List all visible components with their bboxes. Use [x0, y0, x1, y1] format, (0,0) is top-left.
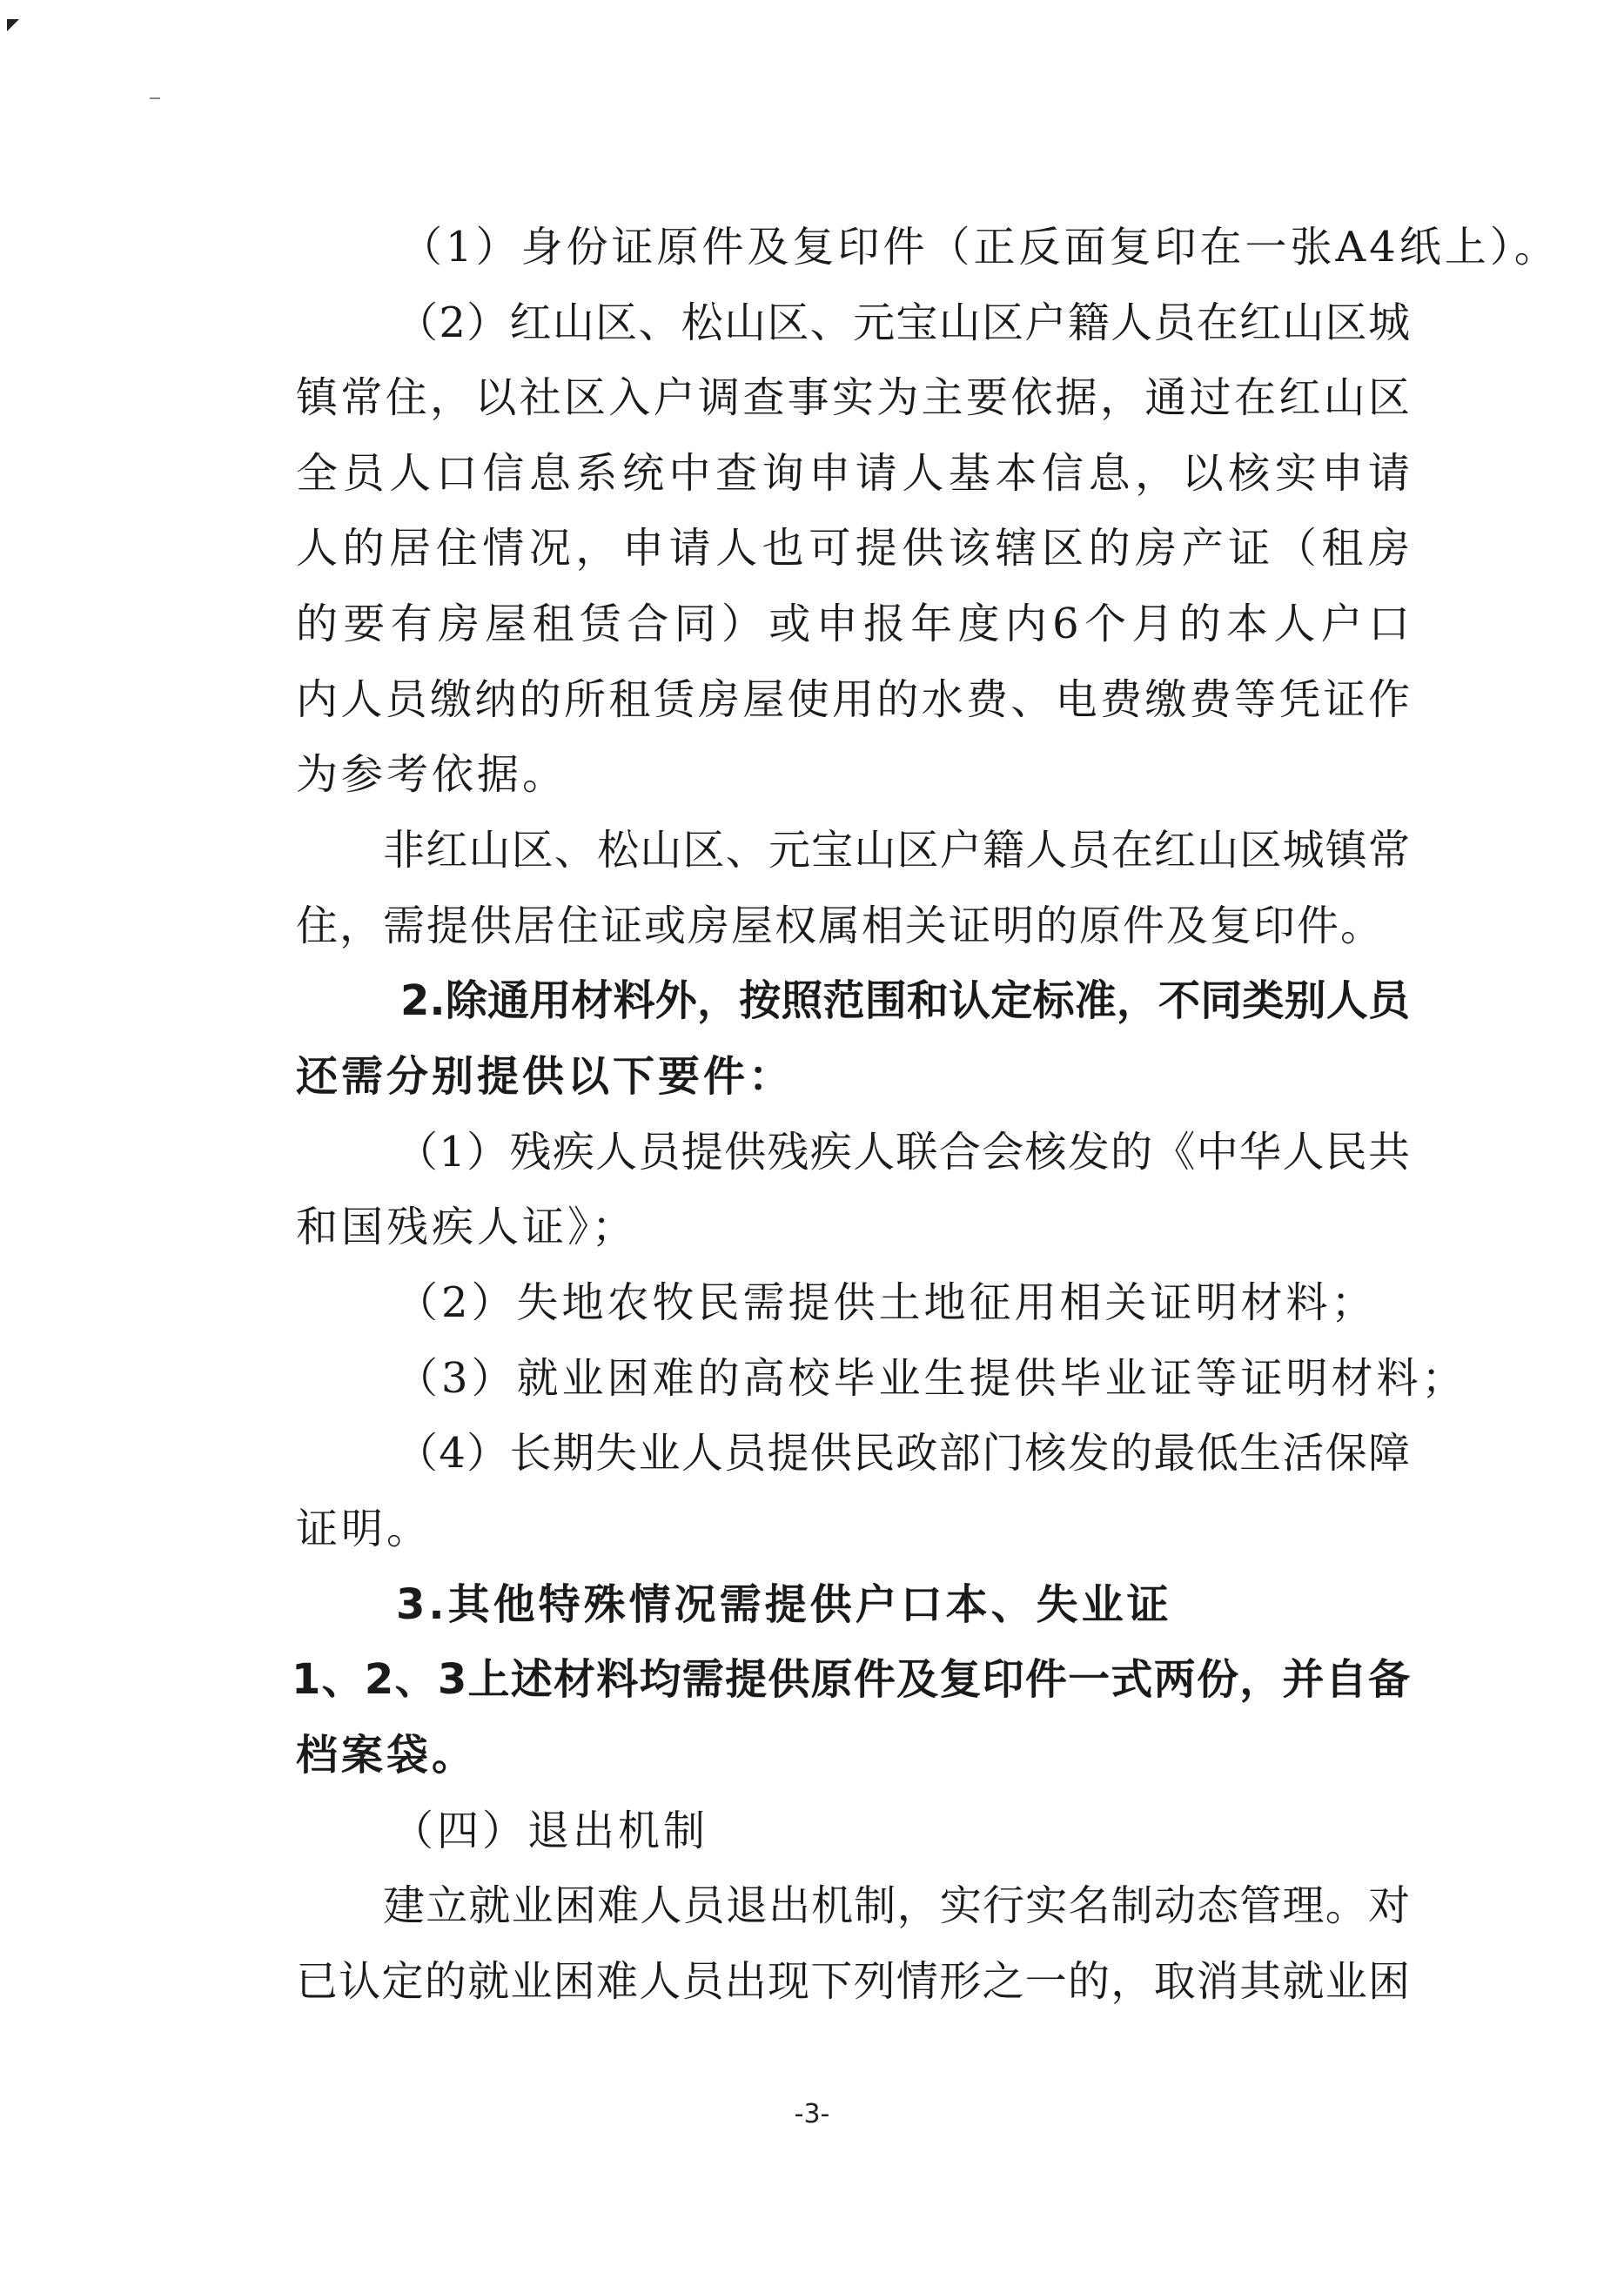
text-line-24: 已认定的就业困难人员出现下列情形之一的，取消其就业困 [296, 1957, 1410, 2006]
text-line-13: （1）残疾人员提供残疾人联合会核发的《中华人民共 [396, 1128, 1410, 1177]
section-heading-3: 3.其他特殊情况需提供户口本、失业证 [396, 1580, 1172, 1629]
text-line-8: 为参考依据。 [296, 750, 568, 799]
text-line-9: 非红山区、松山区、元宝山区户籍人员在红山区城镇常 [383, 826, 1410, 875]
text-line-4: 全员人口信息系统中查询申请人基本信息，以核实申请 [296, 449, 1410, 498]
text-line-21: 档案袋。 [296, 1731, 478, 1780]
text-line-23: 建立就业困难人员退出机制，实行实名制动态管理。对 [383, 1881, 1410, 1930]
text-line-20: 1、2、3上述材料均需提供原件及复印件一式两份，并自备 [292, 1655, 1410, 1704]
page-number: -3- [794, 2099, 830, 2129]
scan-corner-mark [7, 19, 19, 31]
text-line-7: 内人员缴纳的所租赁房屋使用的水费、电费缴费等凭证作 [296, 675, 1410, 724]
text-line-14: 和国残疾人证》； [296, 1203, 638, 1251]
text-line-6: 的要有房屋租赁合同）或申报年度内6个月的本人户口 [296, 600, 1410, 648]
scan-dash-mark [150, 97, 160, 99]
text-line-10: 住，需提供居住证或房屋权属相关证明的原件及复印件。 [296, 902, 1385, 950]
section-heading-4: （四）退出机制 [392, 1807, 709, 1855]
text-line-2: （2）红山区、松山区、元宝山区户籍人员在红山区城 [396, 298, 1410, 347]
text-line-15: （2）失地农牧民需提供土地征用相关证明材料； [396, 1278, 1377, 1327]
text-line-17: （4）长期失业人员提供民政部门核发的最低生活保障 [396, 1429, 1410, 1478]
section-heading-2: 2.除通用材料外，按照范围和认定标准，不同类别人员 [400, 976, 1410, 1025]
text-line-1: （1）身份证原件及复印件（正反面复印在一张A4纸上）。 [400, 223, 1560, 272]
text-line-5: 人的居住情况，申请人也可提供该辖区的房产证（租房 [296, 524, 1410, 573]
section-heading-2-cont: 还需分别提供以下要件： [296, 1052, 795, 1101]
text-line-3: 镇常住，以社区入户调查事实为主要依据，通过在红山区 [296, 373, 1410, 422]
text-line-18: 证明。 [296, 1505, 433, 1553]
text-line-16: （3）就业困难的高校毕业生提供毕业证等证明材料； [396, 1354, 1467, 1403]
